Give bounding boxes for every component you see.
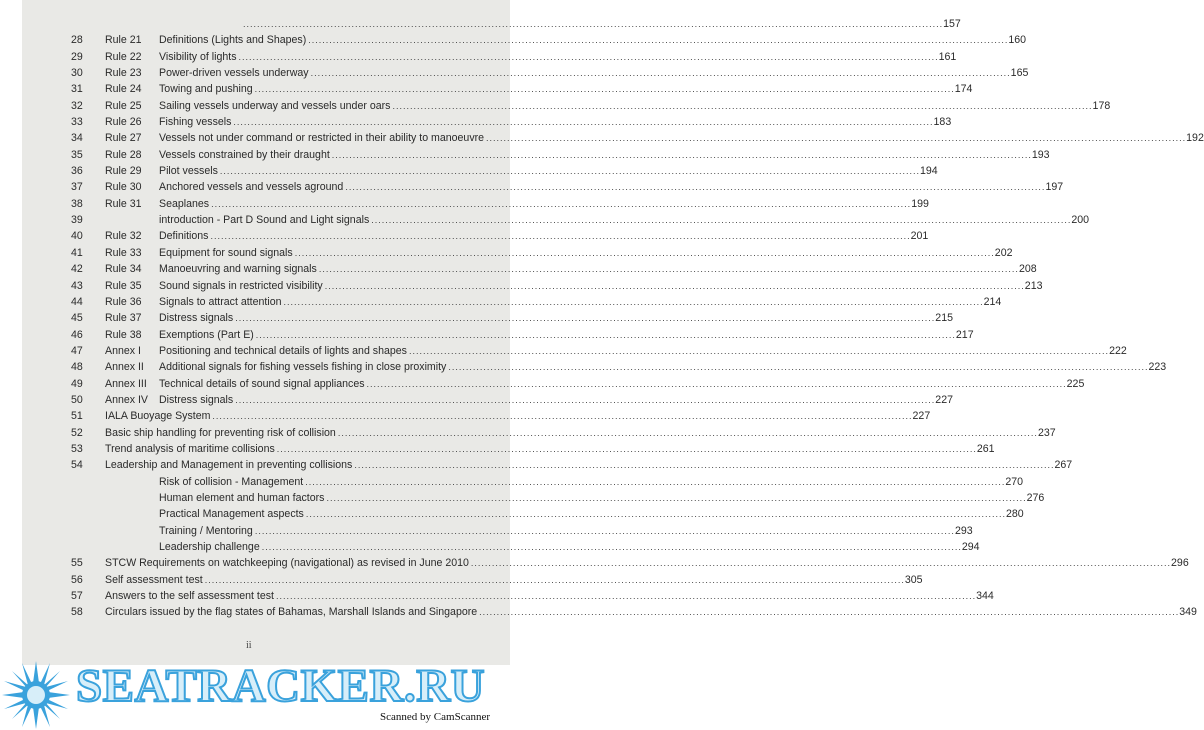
- toc-entry-title: Training / Mentoring: [159, 524, 253, 537]
- toc-entry-number: 29: [71, 50, 83, 63]
- watermark-brand: SEATRACKER.RU: [76, 660, 486, 712]
- toc-dot-leader: ........................................................................................................................................................................................................: [211, 198, 912, 209]
- toc-entry-title: Leadership challenge: [159, 541, 260, 553]
- toc-dot-leader: ........................................................................................................................................................................................................: [479, 607, 1180, 618]
- toc-row: [71, 65, 1029, 81]
- toc-entry-title: Towing and pushing: [159, 83, 253, 96]
- toc-entry-title: Visibility of lights: [159, 50, 237, 63]
- toc-entry-number: 45: [71, 312, 83, 325]
- toc-row: [71, 474, 1024, 490]
- scanned-by-label: Scanned by CamScanner: [380, 711, 490, 723]
- toc-row: [71, 294, 1002, 310]
- toc-row: [71, 588, 994, 604]
- toc-rule-label: Rule 27: [105, 132, 142, 145]
- book-page: [22, 0, 1204, 665]
- toc-dot-leader: ........................................................................................................................................................................................................: [235, 394, 936, 405]
- toc-row: [71, 81, 973, 97]
- toc-page-number: 261: [976, 442, 995, 455]
- toc-entry-title: Fishing vessels: [159, 116, 232, 129]
- toc-entry-title: Additional signals for fishing vessels fishing in close proximity: [159, 361, 447, 374]
- toc-page-number: 227: [912, 410, 931, 423]
- toc-entry-number: 57: [71, 590, 83, 603]
- toc-entry-title: Power-driven vessels underway: [159, 67, 309, 80]
- toc-page-number: 217: [955, 328, 974, 341]
- toc-entry-title: Basic ship handling for preventing risk of collision: [105, 426, 336, 439]
- toc-row: [71, 196, 929, 212]
- toc-row: [71, 212, 1090, 228]
- toc-dot-leader: ........................................................................................................................................................................................................: [408, 345, 1110, 356]
- toc-page-number: 225: [1066, 377, 1085, 390]
- toc-page-number: 296: [1171, 557, 1189, 570]
- toc-page-number: 215: [935, 312, 953, 325]
- toc-entry-title: Vessels not under command or restricted in their ability to manoeuvre: [159, 132, 485, 145]
- toc-page-number: 197: [1045, 181, 1064, 194]
- toc-page-number: 344: [976, 590, 994, 603]
- toc-dot-leader: ........................................................................................................................................................................................................: [210, 231, 911, 242]
- toc-page-number: 227: [935, 393, 953, 406]
- toc-rule-label: Rule 23: [105, 67, 142, 80]
- toc-entry-title: Sailing vessels underway and vessels under oars: [159, 99, 391, 112]
- toc-dot-leader: ........................................................................................................................................................................................................: [233, 117, 934, 128]
- toc-page-number: 213: [1024, 279, 1043, 292]
- toc-dot-leader: ........................................................................................................................................................................................................: [331, 149, 1032, 160]
- toc-page-number: 208: [1018, 263, 1037, 276]
- toc-page-number: 294: [961, 541, 980, 553]
- toc-entry-number: 33: [71, 116, 83, 129]
- toc-entry-title: Human element and human factors: [159, 491, 325, 504]
- toc-entry-title: Exemptions (Part E): [159, 328, 254, 341]
- toc-dot-leader: ........................................................................................................................................................................................................: [470, 558, 1172, 569]
- toc-entry-title: Equipment for sound signals: [159, 246, 293, 259]
- toc-entry-title: IALA Buoyage System: [105, 410, 211, 423]
- toc-row: [71, 228, 929, 244]
- toc-rule-label: Rule 38: [105, 328, 142, 341]
- toc-page-number: 194: [920, 165, 938, 178]
- toc-entry-title: Pilot vessels: [159, 165, 218, 178]
- toc-entry-number: 51: [71, 410, 83, 423]
- toc-page-number: 160: [1008, 34, 1027, 47]
- toc-dot-leader: ........................................................................................................................................................................................................: [204, 574, 905, 585]
- toc-dot-leader: ........................................................................................................................................................................................................: [254, 84, 955, 95]
- toc-entry-title: Circulars issued by the flag states of Bahamas, Marshall Islands and Singapore: [105, 606, 478, 619]
- toc-row: [71, 327, 974, 343]
- toc-entry-title: Positioning and technical details of lights and shapes: [159, 344, 407, 357]
- toc-dot-leader: ........................................................................................................................................................................................................: [219, 166, 920, 177]
- toc-dot-leader: ........................................................................................................................................................................................................: [305, 476, 1006, 487]
- toc-page-number: 201: [910, 230, 929, 243]
- toc-rule-label: Rule 22: [105, 50, 142, 63]
- toc-row: [71, 441, 995, 457]
- toc-entry-number: 58: [71, 606, 83, 619]
- toc-dot-leader: ........................................................................................................................................................................................................: [324, 280, 1025, 291]
- toc-page-number: 192: [1186, 132, 1204, 145]
- toc-dot-leader: ........................................................................................................................................................................................................: [294, 247, 995, 258]
- toc-dot-leader: ........................................................................................................................................................................................................: [261, 542, 962, 552]
- toc-page-number: 280: [1005, 508, 1024, 521]
- toc-entry-number: 47: [71, 344, 83, 357]
- toc-row: [71, 490, 1045, 506]
- toc-dot-leader: ........................................................................................................................................................................................................: [318, 264, 1019, 275]
- toc-entry-number: 44: [71, 295, 83, 308]
- toc-page-number: 214: [983, 295, 1002, 308]
- toc-page-number: 223: [1148, 361, 1167, 374]
- toc-dot-leader: ........................................................................................................................................................................................................: [345, 182, 1046, 193]
- toc-dot-leader: ........................................................................................................................................................................................................: [448, 362, 1149, 373]
- toc-page-number: 193: [1031, 148, 1050, 161]
- toc-row: [71, 457, 1073, 473]
- toc-entry-title: Anchored vessels and vessels aground: [159, 181, 344, 194]
- toc-row: [71, 16, 961, 32]
- toc-row: [71, 343, 1127, 359]
- toc-entry-number: 40: [71, 230, 83, 243]
- toc-entry-title: Sound signals in restricted visibility: [159, 279, 323, 292]
- toc-rule-label: Rule 34: [105, 263, 142, 276]
- toc-dot-leader: ........................................................................................................................................................................................................: [305, 509, 1006, 520]
- toc-rule-label: Rule 24: [105, 83, 142, 96]
- toc-entry-number: 39: [71, 214, 83, 227]
- toc-row: [71, 506, 1024, 522]
- toc-row: [71, 147, 1050, 163]
- toc-row: [71, 49, 957, 65]
- toc-entry-number: 56: [71, 573, 83, 586]
- toc-entry-number: 36: [71, 165, 83, 178]
- toc-page-number: 270: [1005, 475, 1024, 488]
- toc-page-number: 276: [1026, 491, 1045, 504]
- toc-entry-title: Technical details of sound signal appliances: [159, 377, 365, 390]
- toc-page-number: 183: [933, 116, 952, 129]
- toc-entry-title: Manoeuvring and warning signals: [159, 263, 317, 276]
- toc-dot-leader: ........................................................................................................................................................................................................: [283, 296, 984, 307]
- toc-entry-title: Distress signals: [159, 393, 234, 406]
- toc-row: [71, 245, 1013, 261]
- toc-entry-title: Risk of collision - Management: [159, 475, 304, 488]
- toc-dot-leader: ........................................................................................................................................................................................................: [366, 378, 1067, 389]
- toc-entry-title: Self assessment test: [105, 573, 203, 586]
- toc-entry-number: 38: [71, 197, 83, 210]
- toc-rule-label: Rule 21: [105, 34, 142, 47]
- toc-rule-label: Rule 35: [105, 279, 142, 292]
- toc-rule-label: Annex II: [105, 361, 144, 374]
- toc-page-number: 222: [1109, 344, 1127, 357]
- toc-row: [71, 32, 1027, 48]
- toc-entry-title: STCW Requirements on watchkeeping (navigational) as revised in June 2010: [105, 557, 469, 570]
- toc-dot-leader: ........................................................................................................................................................................................................: [238, 51, 939, 62]
- toc-dot-leader: ........................................................................................................................................................................................................: [255, 329, 956, 340]
- toc-entry-number: 46: [71, 328, 83, 341]
- toc-entry-number: 48: [71, 361, 83, 374]
- page-number: ii: [246, 640, 252, 651]
- toc-dot-leader: ........................................................................................................................................................................................................: [326, 492, 1027, 503]
- toc-entry-number: 52: [71, 426, 83, 439]
- toc-entry-title: Signals to attract attention: [159, 295, 282, 308]
- toc-dot-leader: ........................................................................................................................................................................................................: [243, 19, 944, 29]
- toc-entry-number: 37: [71, 181, 83, 194]
- toc-page-number: 237: [1037, 426, 1056, 439]
- toc-page-number: 157: [943, 18, 961, 30]
- toc-entry-number: 41: [71, 246, 83, 259]
- toc-dot-leader: ........................................................................................................................................................................................................: [235, 313, 936, 324]
- toc-page-number: 178: [1092, 99, 1111, 112]
- toc-entry-number: 49: [71, 377, 83, 390]
- toc-page-number: 305: [904, 573, 923, 586]
- toc-row: [71, 539, 980, 555]
- toc-entry-number: 55: [71, 557, 83, 570]
- toc-entry-number: 28: [71, 34, 83, 47]
- toc-row: [71, 408, 931, 424]
- toc-row: [71, 555, 1189, 571]
- toc-rule-label: Rule 26: [105, 116, 142, 129]
- toc-rule-label: Annex III: [105, 377, 147, 390]
- toc-dot-leader: ........................................................................................................................................................................................................: [486, 133, 1187, 144]
- toc-entry-title: Distress signals: [159, 312, 234, 325]
- toc-row: [71, 163, 938, 179]
- toc-row: [71, 310, 953, 326]
- toc-rule-label: Rule 29: [105, 165, 142, 178]
- toc-entry-number: 35: [71, 148, 83, 161]
- toc-page-number: 349: [1179, 606, 1197, 619]
- toc-rule-label: Rule 28: [105, 148, 142, 161]
- toc-entry-title: Trend analysis of maritime collisions: [105, 442, 275, 455]
- toc-row: [71, 604, 1197, 620]
- toc-row: [71, 261, 1037, 277]
- toc-entry-title: Vessels constrained by their draught: [159, 148, 330, 161]
- toc-entry-title: Leadership and Management in preventing collisions: [105, 459, 353, 472]
- toc-entry-title: Definitions: [159, 230, 209, 243]
- toc-row: [71, 130, 1204, 146]
- toc-rule-label: Annex I: [105, 344, 141, 357]
- toc-rule-label: Annex IV: [105, 393, 148, 406]
- toc-row: [71, 98, 1111, 114]
- toc-dot-leader: ........................................................................................................................................................................................................: [354, 460, 1055, 471]
- toc-entry-title: Answers to the self assessment test: [105, 590, 274, 603]
- toc-page-number: 267: [1054, 459, 1073, 472]
- toc-dot-leader: ........................................................................................................................................................................................................: [254, 525, 955, 536]
- toc-dot-leader: ........................................................................................................................................................................................................: [276, 443, 977, 454]
- toc-entry-number: 30: [71, 67, 83, 80]
- toc-entry-title: Seaplanes: [159, 197, 210, 210]
- toc-rule-label: Rule 25: [105, 99, 142, 112]
- table-of-contents: [71, 16, 1204, 621]
- toc-dot-leader: ........................................................................................................................................................................................................: [308, 35, 1009, 46]
- toc-row: [71, 179, 1064, 195]
- toc-entry-title: Practical Management aspects: [159, 508, 304, 521]
- toc-rule-label: Rule 32: [105, 230, 142, 243]
- toc-dot-leader: ........................................................................................................................................................................................................: [337, 427, 1038, 438]
- sun-logo-icon: [2, 661, 70, 729]
- toc-entry-title: Definitions (Lights and Shapes): [159, 34, 307, 47]
- toc-row: [71, 425, 1056, 441]
- toc-page-number: 202: [994, 246, 1013, 259]
- toc-page-number: 200: [1071, 214, 1090, 227]
- toc-row: [71, 278, 1043, 294]
- toc-entry-number: 32: [71, 99, 83, 112]
- toc-row: [71, 572, 923, 588]
- toc-dot-leader: ........................................................................................................................................................................................................: [275, 591, 977, 602]
- toc-page-number: 199: [911, 197, 929, 210]
- toc-page-number: 174: [954, 83, 973, 96]
- toc-row: [71, 392, 953, 408]
- toc-page-number: 161: [938, 50, 957, 63]
- toc-row: [71, 359, 1167, 375]
- toc-entry-number: 42: [71, 263, 83, 276]
- toc-dot-leader: ........................................................................................................................................................................................................: [212, 411, 913, 422]
- toc-dot-leader: ........................................................................................................................................................................................................: [392, 100, 1093, 111]
- toc-entry-number: 31: [71, 83, 83, 96]
- toc-rule-label: Rule 33: [105, 246, 142, 259]
- toc-row: [71, 523, 973, 539]
- toc-entry-number: 53: [71, 442, 83, 455]
- toc-entry-number: 34: [71, 132, 83, 145]
- toc-entry-number: 50: [71, 393, 83, 406]
- toc-entry-number: 43: [71, 279, 83, 292]
- toc-rule-label: Rule 30: [105, 181, 142, 194]
- toc-page-number: 165: [1010, 67, 1029, 80]
- toc-row: [71, 114, 952, 130]
- toc-rule-label: Rule 36: [105, 295, 142, 308]
- toc-entry-number: 54: [71, 459, 83, 472]
- toc-row: [71, 376, 1085, 392]
- toc-dot-leader: ........................................................................................................................................................................................................: [310, 68, 1011, 79]
- toc-page-number: 293: [954, 524, 973, 537]
- toc-rule-label: Rule 31: [105, 197, 142, 210]
- toc-entry-title: introduction - Part D Sound and Light signals: [159, 214, 370, 227]
- toc-dot-leader: ........................................................................................................................................................................................................: [371, 215, 1072, 226]
- toc-rule-label: Rule 37: [105, 312, 142, 325]
